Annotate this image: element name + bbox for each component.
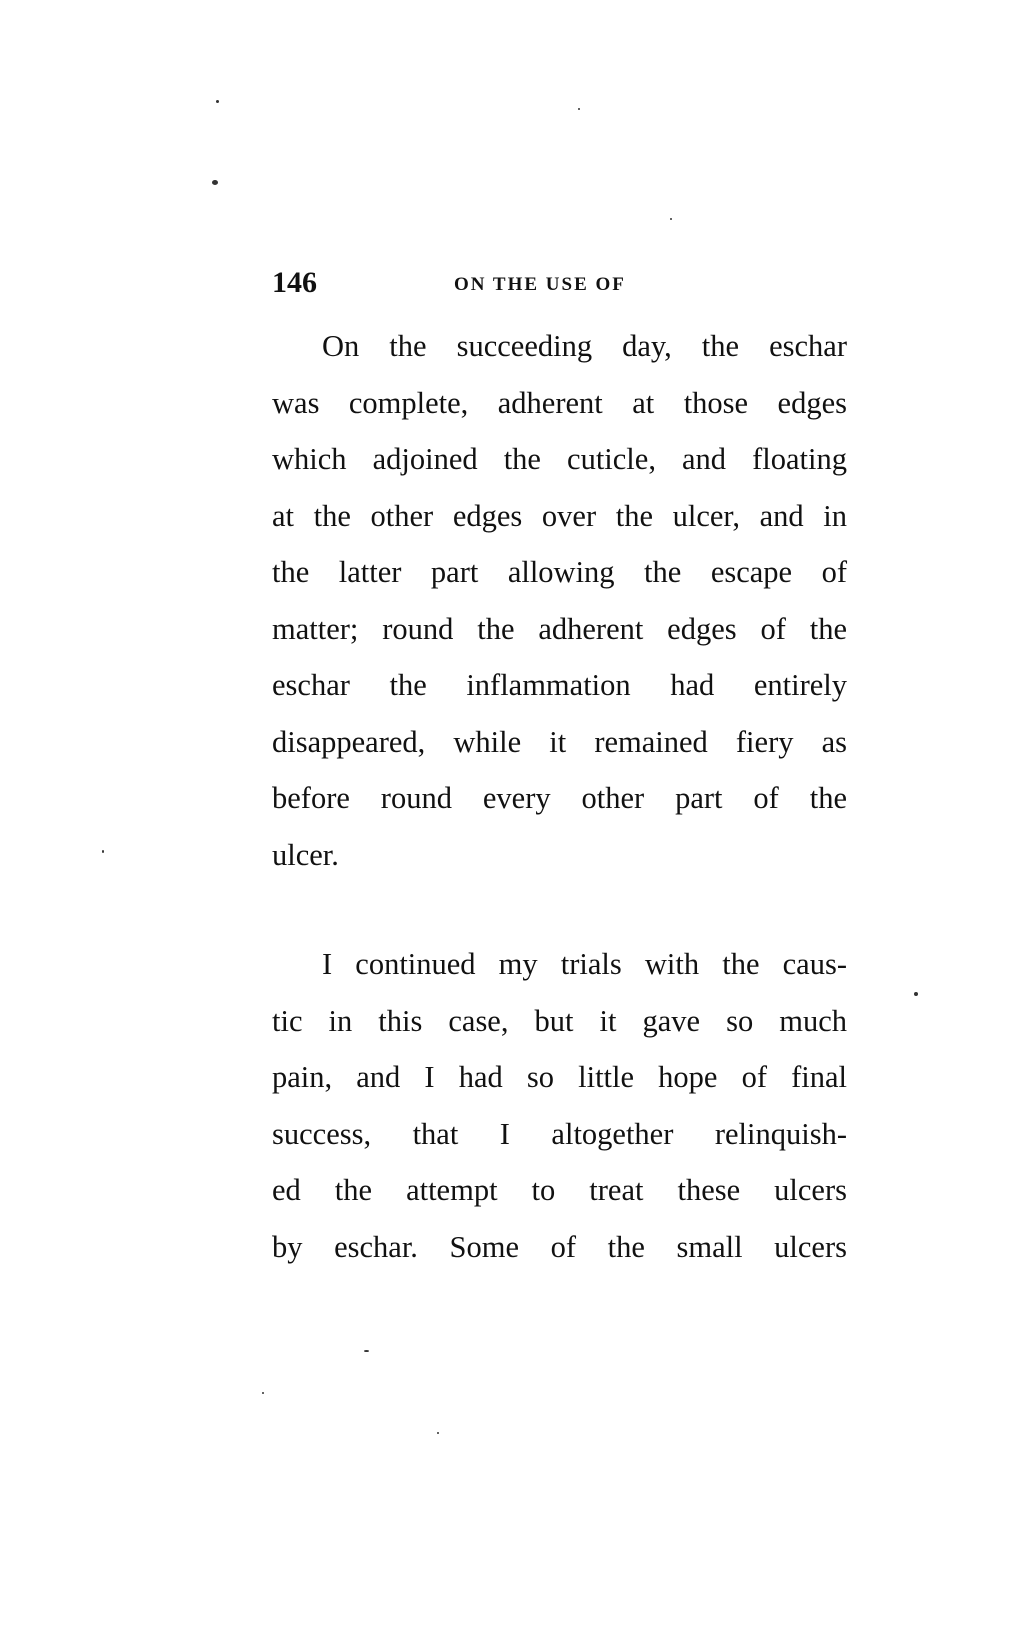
text-line: disappeared, while it remained fiery as — [272, 724, 847, 759]
text-line: eschar the inflammation had entirely — [272, 668, 847, 702]
print-speck — [262, 1392, 264, 1394]
text-line: matter; round the adherent edges of the — [272, 611, 847, 646]
text-line: the latter part allowing the escape of — [272, 555, 847, 589]
print-speck — [578, 108, 580, 110]
paragraph-2 — [272, 936, 847, 1275]
text-line: ulcer. — [272, 837, 339, 872]
text-line: was complete, adherent at those edges — [272, 385, 847, 420]
text-line: tic in this case, but it gave so much — [272, 1003, 847, 1038]
text-line: by eschar. Some of the small ulcers — [272, 1229, 847, 1264]
text-line: On the succeeding day, the eschar — [322, 329, 847, 363]
print-speck — [914, 992, 918, 996]
print-speck — [216, 100, 219, 103]
print-speck — [437, 1432, 439, 1434]
text-line: pain, and I had so little hope of final — [272, 1060, 847, 1094]
text-line: which adjoined the cuticle, and floating — [272, 442, 847, 476]
page-header — [272, 266, 852, 306]
running-head: ON THE USE OF — [454, 274, 626, 295]
text-line: ed the attempt to treat these ulcers — [272, 1173, 847, 1207]
text-line: before round every other part of the — [272, 781, 847, 815]
paragraph-1 — [272, 318, 847, 883]
text-line: success, that I altogether relinquish- — [272, 1116, 847, 1151]
print-speck — [364, 1350, 369, 1352]
print-speck — [212, 180, 218, 185]
text-line: at the other edges over the ulcer, and in — [272, 498, 847, 533]
text-line: I continued my trials with the caus- — [322, 947, 847, 981]
print-speck — [102, 850, 104, 853]
print-speck — [670, 218, 672, 220]
page-number: 146 — [272, 266, 317, 299]
